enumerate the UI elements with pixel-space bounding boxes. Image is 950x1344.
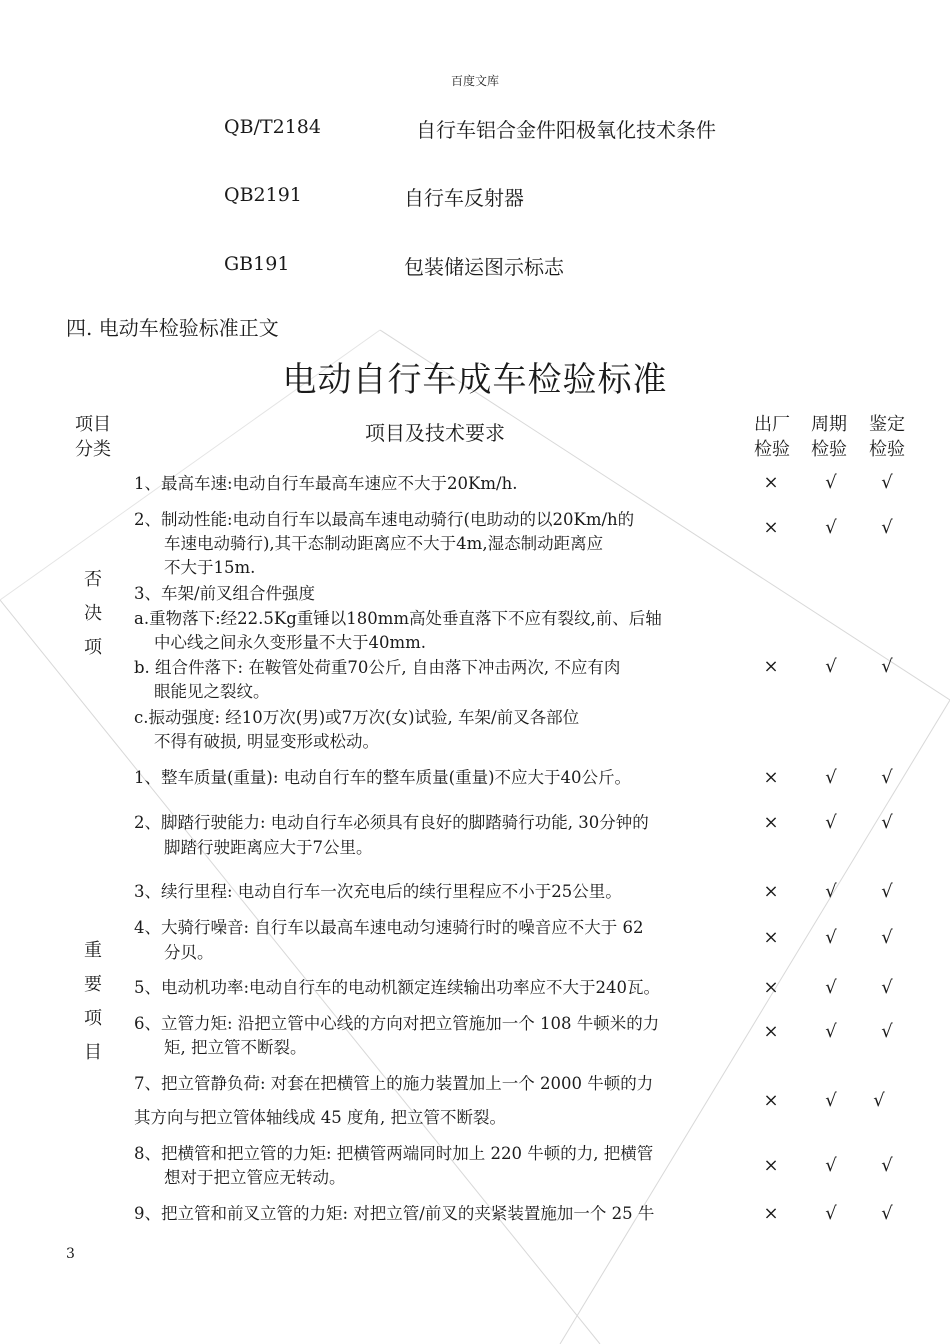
requirement-text: 眼能见之裂纹。 xyxy=(154,682,270,701)
factory-inspection-mark: × xyxy=(763,1090,779,1111)
requirement-text: 想对于把立管应无转动。 xyxy=(164,1168,346,1187)
appraisal-inspection-mark: √ xyxy=(881,977,893,998)
requirement-text: c.振动强度: 经10万次(男)或7万次(女)试验, 车架/前叉各部位 xyxy=(134,708,580,727)
factory-inspection-mark: × xyxy=(763,977,779,998)
periodic-inspection-mark: √ xyxy=(825,1155,837,1176)
factory-inspection-mark: × xyxy=(763,812,779,833)
requirement-text: 矩, 把立管不断裂。 xyxy=(164,1038,307,1057)
header-periodic-inspection: 周期 检验 xyxy=(811,414,847,460)
standard-name: 自行车铝合金件阳极氧化技术条件 xyxy=(416,118,716,142)
header-appraisal-inspection: 鉴定 检验 xyxy=(869,414,905,460)
factory-inspection-mark: × xyxy=(763,472,779,493)
periodic-inspection-mark: √ xyxy=(825,767,837,788)
requirement-text: 脚踏行驶距离应大于7公里。 xyxy=(164,838,373,857)
header-category: 项目 分类 xyxy=(75,414,111,460)
appraisal-inspection-mark: √ xyxy=(873,1090,885,1111)
category-important: 重 要 项 目 xyxy=(84,940,102,1063)
standard-name: 包装储运图示标志 xyxy=(404,255,564,279)
requirement-text: 3、车架/前叉组合件强度 xyxy=(134,584,316,603)
standard-name: 自行车反射器 xyxy=(404,186,524,210)
requirement-text: 1、整车质量(重量): 电动自行车的整车质量(重量)不应大于40公斤。 xyxy=(134,768,632,787)
header-requirements: 项目及技术要求 xyxy=(365,421,505,445)
periodic-inspection-mark: √ xyxy=(825,1021,837,1042)
appraisal-inspection-mark: √ xyxy=(881,1155,893,1176)
document-title: 电动自行车成车检验标准 xyxy=(282,360,668,400)
requirement-text: 2、脚踏行驶能力: 电动自行车必须具有良好的脚踏骑行功能, 30分钟的 xyxy=(134,813,649,832)
appraisal-inspection-mark: √ xyxy=(881,1021,893,1042)
requirement-text: b. 组合件落下: 在鞍管处荷重70公斤, 自由落下冲击两次, 不应有肉 xyxy=(134,658,621,677)
requirement-text: 1、最高车速:电动自行车最高车速应不大于20Km/h. xyxy=(134,474,518,493)
factory-inspection-mark: × xyxy=(763,1203,779,1224)
standard-code: QB/T2184 xyxy=(224,116,321,138)
requirement-text: 中心线之间永久变形量不大于40mm. xyxy=(154,633,427,652)
factory-inspection-mark: × xyxy=(763,656,779,677)
requirement-text: 其方向与把立管体轴线成 45 度角, 把立管不断裂。 xyxy=(134,1108,506,1127)
appraisal-inspection-mark: √ xyxy=(881,517,893,538)
periodic-inspection-mark: √ xyxy=(825,881,837,902)
periodic-inspection-mark: √ xyxy=(825,517,837,538)
appraisal-inspection-mark: √ xyxy=(881,927,893,948)
requirement-text: 不得有破损, 明显变形或松动。 xyxy=(154,732,379,751)
requirement-text: 7、把立管静负荷: 对套在把横管上的施力装置加上一个 2000 牛顿的力 xyxy=(134,1074,654,1093)
requirement-text: 3、续行里程: 电动自行车一次充电后的续行里程应不小于25公里。 xyxy=(134,882,622,901)
factory-inspection-mark: × xyxy=(763,1155,779,1176)
requirement-text: 2、制动性能:电动自行车以最高车速电动骑行(电助动的以20Km/h的 xyxy=(134,510,635,529)
appraisal-inspection-mark: √ xyxy=(881,1203,893,1224)
factory-inspection-mark: × xyxy=(763,927,779,948)
appraisal-inspection-mark: √ xyxy=(881,812,893,833)
appraisal-inspection-mark: √ xyxy=(881,767,893,788)
requirement-text: 不大于15m. xyxy=(164,558,256,577)
factory-inspection-mark: × xyxy=(763,517,779,538)
appraisal-inspection-mark: √ xyxy=(881,881,893,902)
periodic-inspection-mark: √ xyxy=(825,472,837,493)
periodic-inspection-mark: √ xyxy=(825,812,837,833)
periodic-inspection-mark: √ xyxy=(825,1090,837,1111)
requirement-text: a.重物落下:经22.5Kg重锤以180mm高处垂直落下不应有裂纹,前、后轴 xyxy=(134,609,662,628)
appraisal-inspection-mark: √ xyxy=(881,472,893,493)
factory-inspection-mark: × xyxy=(763,881,779,902)
periodic-inspection-mark: √ xyxy=(825,977,837,998)
page-header: 百度文库 xyxy=(450,74,499,88)
page-number: 3 xyxy=(66,1246,75,1262)
periodic-inspection-mark: √ xyxy=(825,1203,837,1224)
periodic-inspection-mark: √ xyxy=(825,927,837,948)
factory-inspection-mark: × xyxy=(763,1021,779,1042)
requirement-text: 分贝。 xyxy=(164,943,214,962)
standard-code: GB191 xyxy=(224,253,290,275)
periodic-inspection-mark: √ xyxy=(825,656,837,677)
appraisal-inspection-mark: √ xyxy=(881,656,893,677)
requirement-text: 8、把横管和把立管的力矩: 把横管两端同时加上 220 牛顿的力, 把横管 xyxy=(134,1144,654,1163)
standard-code: QB2191 xyxy=(224,184,302,206)
requirement-text: 5、电动机功率:电动自行车的电动机额定连续输出功率应不大于240瓦。 xyxy=(134,978,661,997)
header-factory-inspection: 出厂 检验 xyxy=(754,414,790,460)
section-heading: 四. 电动车检验标准正文 xyxy=(66,316,279,340)
requirement-text: 4、大骑行噪音: 自行车以最高车速电动匀速骑行时的噪音应不大于 62 xyxy=(134,918,644,937)
requirement-text: 9、把立管和前叉立管的力矩: 对把立管/前叉的夹紧装置施加一个 25 牛 xyxy=(134,1204,655,1223)
requirement-text: 6、立管力矩: 沿把立管中心线的方向对把立管施加一个 108 牛顿米的力 xyxy=(134,1014,660,1033)
factory-inspection-mark: × xyxy=(763,767,779,788)
requirement-text: 车速电动骑行),其干态制动距离应不大于4m,湿态制动距离应 xyxy=(164,534,604,553)
category-veto: 否 决 项 xyxy=(84,569,102,658)
